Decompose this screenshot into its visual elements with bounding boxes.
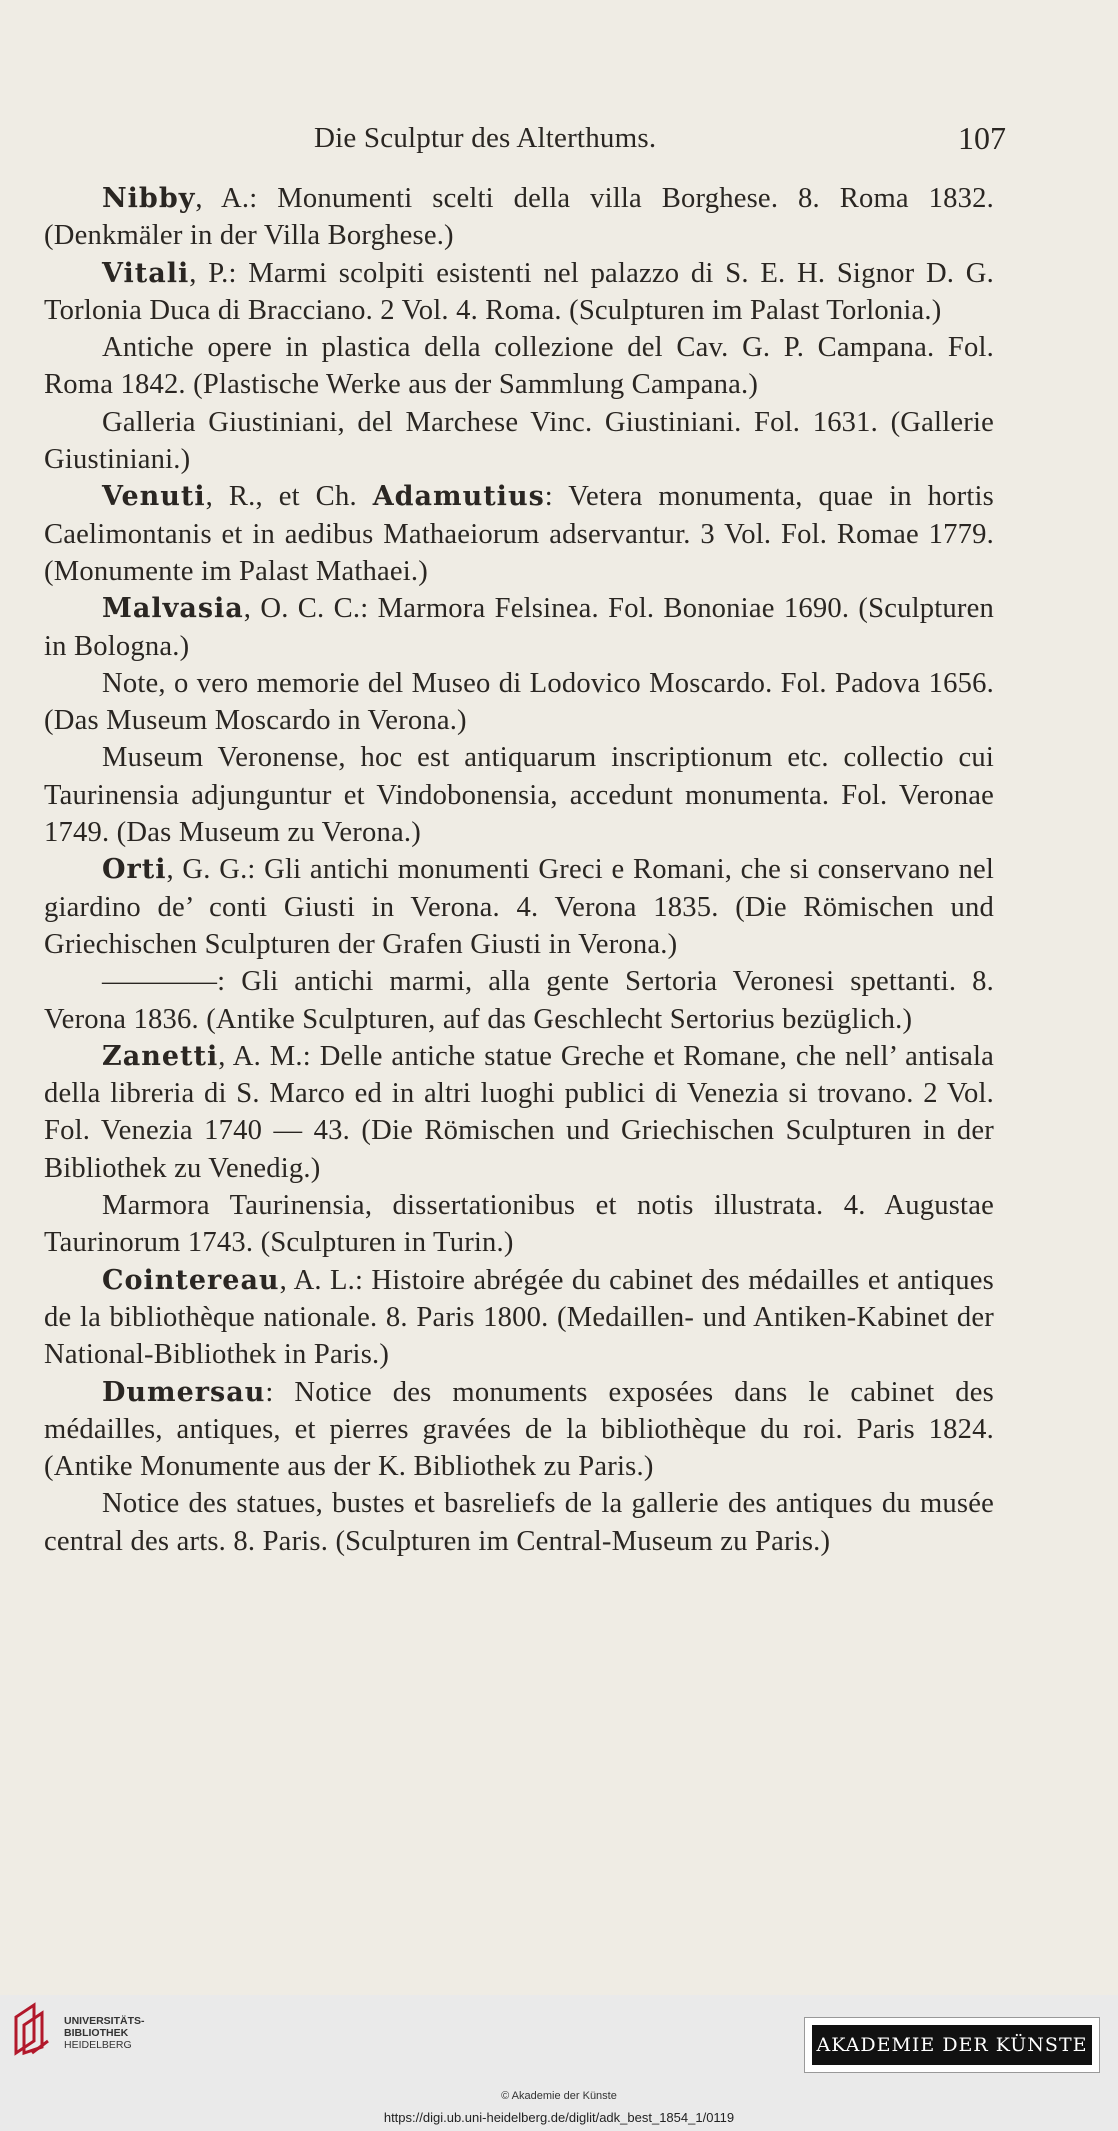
entry-text: Galleria Giustiniani, del Marchese Vinc. Giustiniani. Fol. 1631. (Gallerie Giustiniani.) (44, 406, 994, 476)
entry-text: Antiche opere in plastica della collezione del Cav. G. P. Campana. Fol. Roma 1842. (Plastische Werke aus der Sammlung Campana.) (44, 332, 994, 401)
running-header (44, 118, 1006, 158)
bibliography-entry (44, 1485, 994, 1560)
entry-text: ————: Gli antichi marmi, alla gente Sertoria Veronesi spettanti. 8. Verona 1836. (Antike Sculpturen, auf das Geschlecht Sertorius bezüglich.) (44, 966, 994, 1035)
university-library-logo[interactable] (12, 2001, 202, 2061)
entry-coauthor: Adamutius (372, 481, 545, 513)
entry-text: , A. M.: Delle antiche statue Greche et Romane, che nell’ antisala della libreria di S. Marco ed in altri luoghi publici di Venezia si trovano. 2 Vol. Fol. Venezia 1740 — 43. (Die Römischen und Griechischen Sculpturen in der Bibliothek zu Venedig.) (44, 1040, 994, 1184)
entry-text: , G. G.: Gli antichi monumenti Greci e Romani, che si conservano nel giardino de’ conti Giusti in Verona. 4. Verona 1835. (Die Römischen und Griechischen Sculpturen der Grafen Giusti in Verona.) (44, 854, 994, 960)
entry-text: , A.: Monumenti scelti della villa Borghese. 8. Roma 1832. (Denkmäler in der Villa Borghese.) (44, 183, 994, 252)
entry-text: , R., et Ch. (205, 481, 373, 513)
bibliography-entry (44, 1262, 994, 1374)
library-name-line: HEIDELBERG (64, 2039, 132, 2051)
bibliography-entry (44, 329, 994, 404)
entry-text: , A. L.: Histoire abrégée du cabinet des médailles et antiques de la bibliothèque nationale. 8. Paris 1800. (Medaillen- und Antiken-Kabinet der National-Bibliothek in Paris.) (44, 1264, 994, 1371)
bibliography-entry (44, 404, 994, 479)
bibliography-entry (44, 1038, 994, 1187)
bibliography-entry (44, 478, 994, 590)
library-name-line: UNIVERSITÄTS- (64, 2015, 145, 2027)
entry-author: Malvasia (102, 593, 244, 625)
bibliography-entry (44, 255, 994, 330)
bibliography-entry (44, 180, 994, 255)
bibliography-entry (44, 1187, 994, 1262)
bibliography-entry (44, 1374, 994, 1486)
entry-text: Marmora Taurinensia, dissertationibus et notis illustrata. 4. Augustae Taurinorum 1743. (Sculpturen in Turin.) (44, 1190, 994, 1259)
entry-author: Cointereau (102, 1264, 280, 1296)
entry-author: Nibby (102, 183, 196, 214)
page-title: Die Sculptur des Alterthums. (314, 122, 657, 154)
permalink-url[interactable]: https://digi.ub.uni-heidelberg.de/diglit/adk_best_1854_1/0119 (383, 2110, 735, 2125)
bibliography-entry (44, 963, 994, 1038)
entry-author: Vitali (102, 257, 190, 289)
bibliography-entry (44, 665, 994, 740)
entry-author: Orti (102, 854, 167, 886)
entry-author: Zanetti (102, 1040, 219, 1072)
library-name-line: BIBLIOTHEK (64, 2027, 129, 2039)
akademie-logo[interactable] (804, 2017, 1100, 2073)
bibliography-entry (44, 739, 994, 851)
entry-text: Note, o vero memorie del Museo di Lodovico Moscardo. Fol. Padova 1656. (Das Museum Moscardo in Verona.) (44, 667, 994, 737)
entry-text: Museum Veronense, hoc est antiquarum inscriptionum etc. collectio cui Taurinensia adjunguntur et Vindobonensia, accedunt monumenta. Fol. Veronae 1749. (Das Museum zu Verona.) (44, 742, 994, 849)
entry-author: Dumersau (102, 1376, 266, 1408)
entry-text: : Vetera monumenta, quae in hortis Caelimontanis et in aedibus Mathaeiorum adservantur. 3 Vol. Fol. Romae 1779. (Monumente im Palast Mathaei.) (44, 481, 994, 587)
library-name (64, 2015, 145, 2051)
bibliography-entry (44, 590, 994, 665)
entry-text: , P.: Marmi scolpiti esistenti nel palazzo di S. E. H. Signor D. G. Torlonia Duca di Bracciano. 2 Vol. 4. Roma. (Sculpturen im Palast Torlonia.) (44, 257, 994, 326)
entry-author: Venuti (102, 481, 206, 513)
entry-text: : Notice des monuments exposées dans le cabinet des médailles, antiques, et pierres gravées de la bibliothèque du roi. Paris 1824. (Antike Monumente aus der K. Bibliothek zu Paris.) (44, 1376, 994, 1483)
copyright-notice: © Akademie der Künste (501, 2090, 617, 2102)
akademie-logo-label: AKADEMIE DER KÜNSTE (812, 2025, 1092, 2065)
entry-text: , O. C. C.: Marmora Felsinea. Fol. Bononiae 1690. (Sculpturen in Bologna.) (44, 593, 994, 662)
library-emblem-icon (12, 2001, 52, 2057)
viewer-footer (0, 1995, 1118, 2131)
bibliography-entry (44, 851, 994, 963)
page-number: 107 (958, 120, 1006, 156)
entry-text: Notice des statues, bustes et basreliefs de la gallerie des antiques du musée central des arts. 8. Paris. (Sculpturen im Central-Museum zu Paris.) (44, 1488, 994, 1557)
bibliography-list (44, 180, 994, 1560)
